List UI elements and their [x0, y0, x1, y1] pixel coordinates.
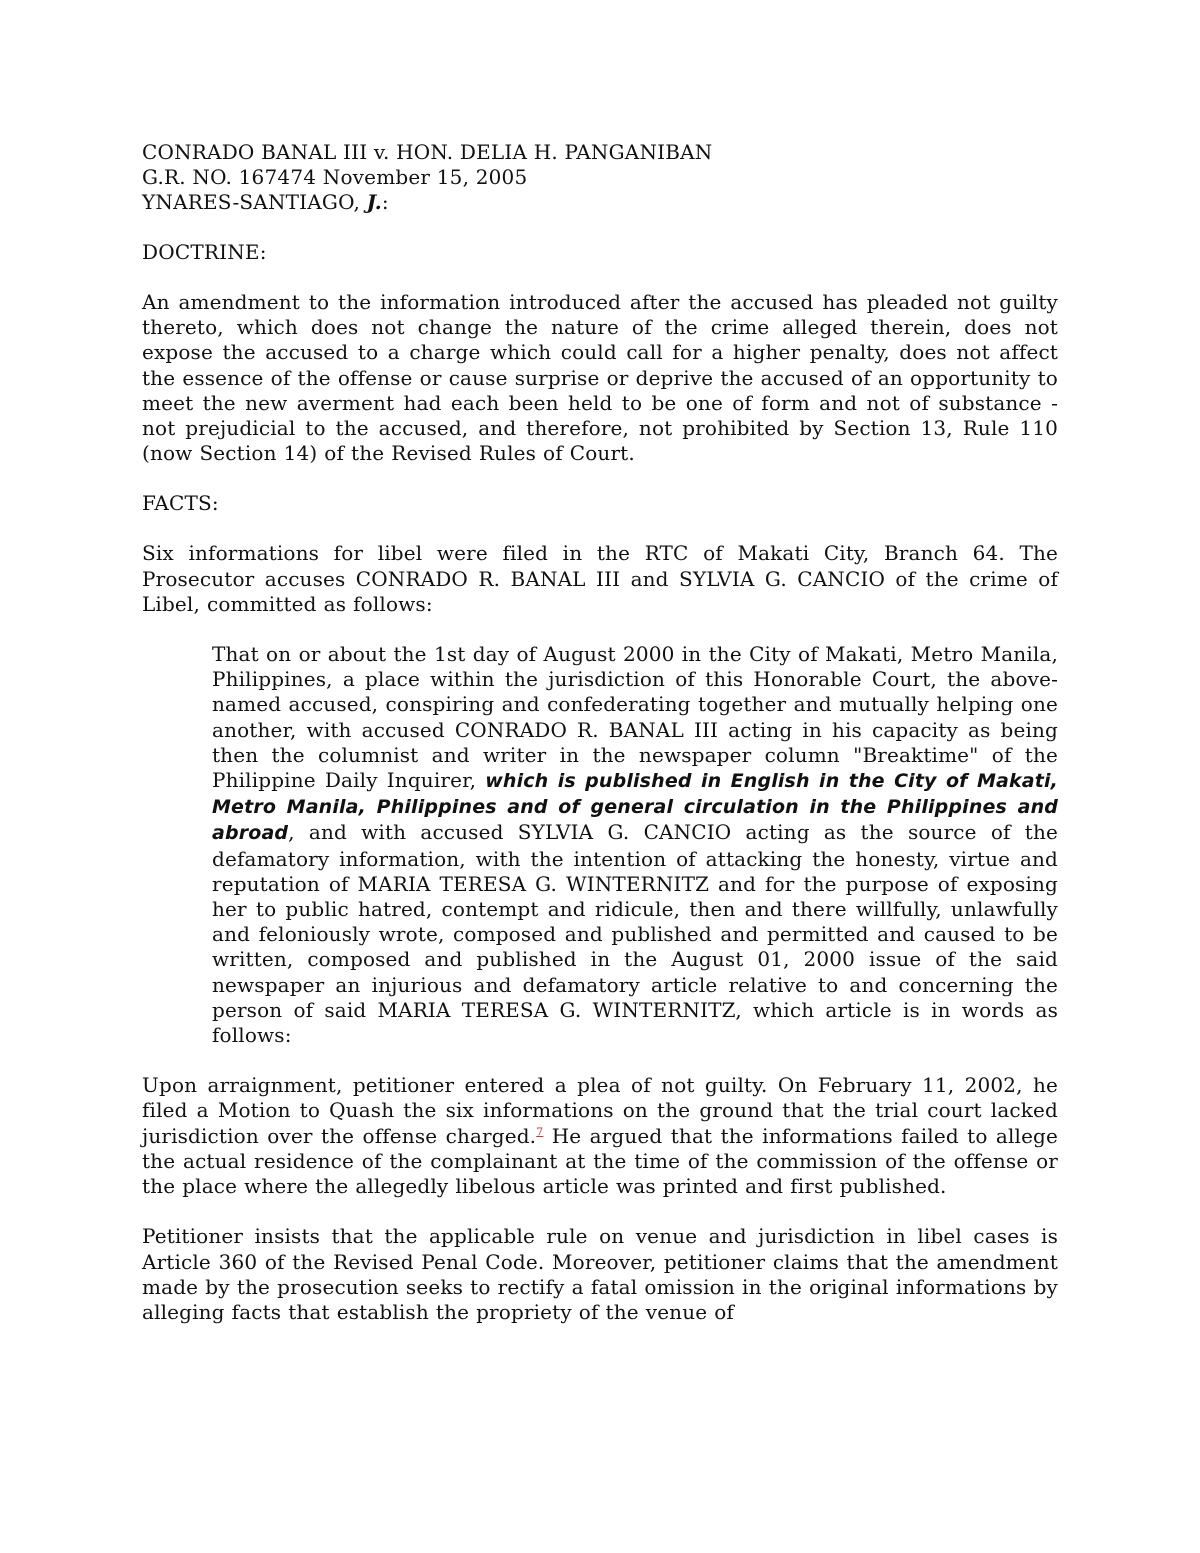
quote-emphasis: which is published in English in the City of Makati, Metro Manila, Philippines and of general circulation in the Philippines and abroad — [212, 770, 1058, 845]
ponente — [142, 190, 1058, 215]
facts-intro: Six informations for libel were filed in the RTC of Makati City, Branch 64. The Prosecutor accuses CONRADO R. BANAL III and SYLVIA G. CANCIO of the crime of Libel, committed as follows: — [142, 541, 1058, 616]
case-number: G.R. NO. 167474 November 15, 2005 — [142, 165, 528, 189]
document-content — [142, 140, 1058, 1325]
ponente-suffix: J. — [366, 190, 382, 214]
arraignment-paragraph — [142, 1073, 1058, 1199]
arraignment-text-part2: He argued that the informations failed to allege the actual residence of the complainant at the time of the commission of the offense or the place where the allegedly libelous article was printed and first published. — [142, 1123, 1058, 1199]
ponente-name: YNARES-SANTIAGO, — [142, 190, 367, 214]
quote-text-part1: That on or about the 1st day of August 2000 in the City of Makati, Metro Manila, Philippines, a place within the jurisdiction of this Honorable Court, the above-named accused, conspiring and confederating together and mutually helping one another, with accused CONRADO R. BANAL III acting in his capacity as being then the columnist and writer in the newspaper column "Breaktime" of the Philippine Daily Inquirer, — [212, 642, 1058, 793]
doctrine-text: An amendment to the information introduced after the accused has pleaded not guilty thereto, which does not change the nature of the crime alleged therein, does not expose the accused to a charge which could call for a higher penalty, does not affect the essence of the offense or cause surprise or deprive the accused of an opportunity to meet the new averment had each been held to be one of form and not of substance - not prejudicial to the accused, and therefore, not prohibited by Section 13, Rule 110 (now Section 14) of the Revised Rules of Court. — [142, 290, 1058, 466]
footnote-link[interactable]: 7 — [536, 1125, 544, 1139]
facts-heading: FACTS: — [142, 491, 219, 516]
ponente-colon: : — [381, 190, 389, 214]
information-quote — [212, 642, 1058, 1048]
quote-text-part2: , and with accused SYLVIA G. CANCIO acting as the source of the defamatory information, with the intention of attacking the honesty, virtue and reputation of MARIA TERESA G. WINTERNITZ and for the purpose of exposing her to public hatred, contempt and ridicule, then and there willfully, unlawfully and feloniously wrote, composed and published and permitted and caused to be written, composed and published in the August 01, 2000 issue of the said newspaper an injurious and defamatory article relative to and concerning the person of said MARIA TERESA G. WINTERNITZ, which article is in words as follows: — [212, 820, 1058, 1048]
arraignment-text-part1: Upon arraignment, petitioner entered a plea of not guilty. On February 11, 2002, he filed a Motion to Quash the six informations on the ground that the trial court lacked jurisdiction over the offense charged. — [142, 1073, 1058, 1148]
petitioner-paragraph: Petitioner insists that the applicable rule on venue and jurisdiction in libel cases is Article 360 of the Revised Penal Code. Moreover, petitioner claims that the amendment made by the prosecution seeks to rectify a fatal omission in the original informations by alleging facts that establish the propriety of the venue of — [142, 1224, 1058, 1324]
doctrine-heading: DOCTRINE: — [142, 240, 267, 264]
case-title: CONRADO BANAL III v. HON. DELIA H. PANGANIBAN — [142, 140, 713, 164]
